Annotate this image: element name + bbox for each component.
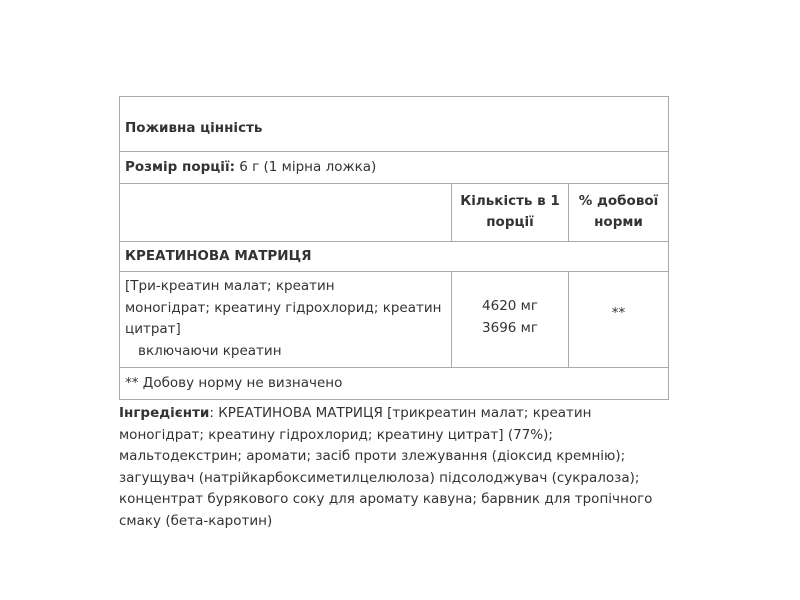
amount-creatine: 3696 мг <box>482 319 538 336</box>
header-amount: Кількість в 1 порції <box>460 193 560 230</box>
footnote: ** Добову норму не визначено <box>125 375 343 391</box>
composition-row <box>120 271 668 367</box>
serving-size-value: 6 г (1 мірна ложка) <box>234 159 377 175</box>
table-title: Поживна цінність <box>125 120 263 136</box>
nutrition-facts-table <box>119 96 669 400</box>
amount-total: 4620 мг <box>482 298 538 314</box>
composition-line: цитрат] <box>125 321 181 337</box>
column-header-row <box>120 183 668 241</box>
amount-cell <box>452 272 569 367</box>
daily-value: ** <box>611 305 626 321</box>
section-row <box>120 241 668 271</box>
composition-cell <box>120 272 452 367</box>
composition-line: включаючи креатин <box>138 342 282 359</box>
composition-line: [Три-креатин малат; креатин <box>125 278 335 294</box>
serving-size <box>125 159 376 175</box>
section-title: КРЕАТИНОВА МАТРИЦЯ <box>125 248 312 264</box>
amount-values <box>452 296 568 339</box>
header-daily-value: % добової норми <box>578 193 659 230</box>
serving-size-row <box>120 151 668 183</box>
ingredients-text: : КРЕАТИНОВА МАТРИЦЯ [трикреатин малат; креатин моногідрат; креатину гідрохлорид; креатину цитрат] (77%); мальтодекстрин; аромати; засіб проти злежування (діоксид кремнію); загущувач (натрійкарбоксиметилцелюлоза) підсолоджувач (сукралоза); концентрат бурякового соку для аромату кавуна; барвник для тропічного смаку (бета-каротин) <box>119 405 653 529</box>
daily-value-cell <box>569 272 668 367</box>
footnote-row <box>120 367 668 399</box>
composition-line: моногідрат; креатину гідрохлорид; креатин <box>125 299 442 316</box>
ingredients-paragraph <box>119 403 679 532</box>
serving-size-label: Розмір порції: <box>125 159 235 175</box>
composition-text <box>125 276 445 362</box>
ingredients-label: Інгредієнти <box>119 405 210 421</box>
header-daily-value-cell <box>569 184 668 241</box>
header-amount-cell <box>452 184 569 241</box>
header-empty-cell <box>120 184 452 241</box>
table-title-row <box>120 97 668 151</box>
